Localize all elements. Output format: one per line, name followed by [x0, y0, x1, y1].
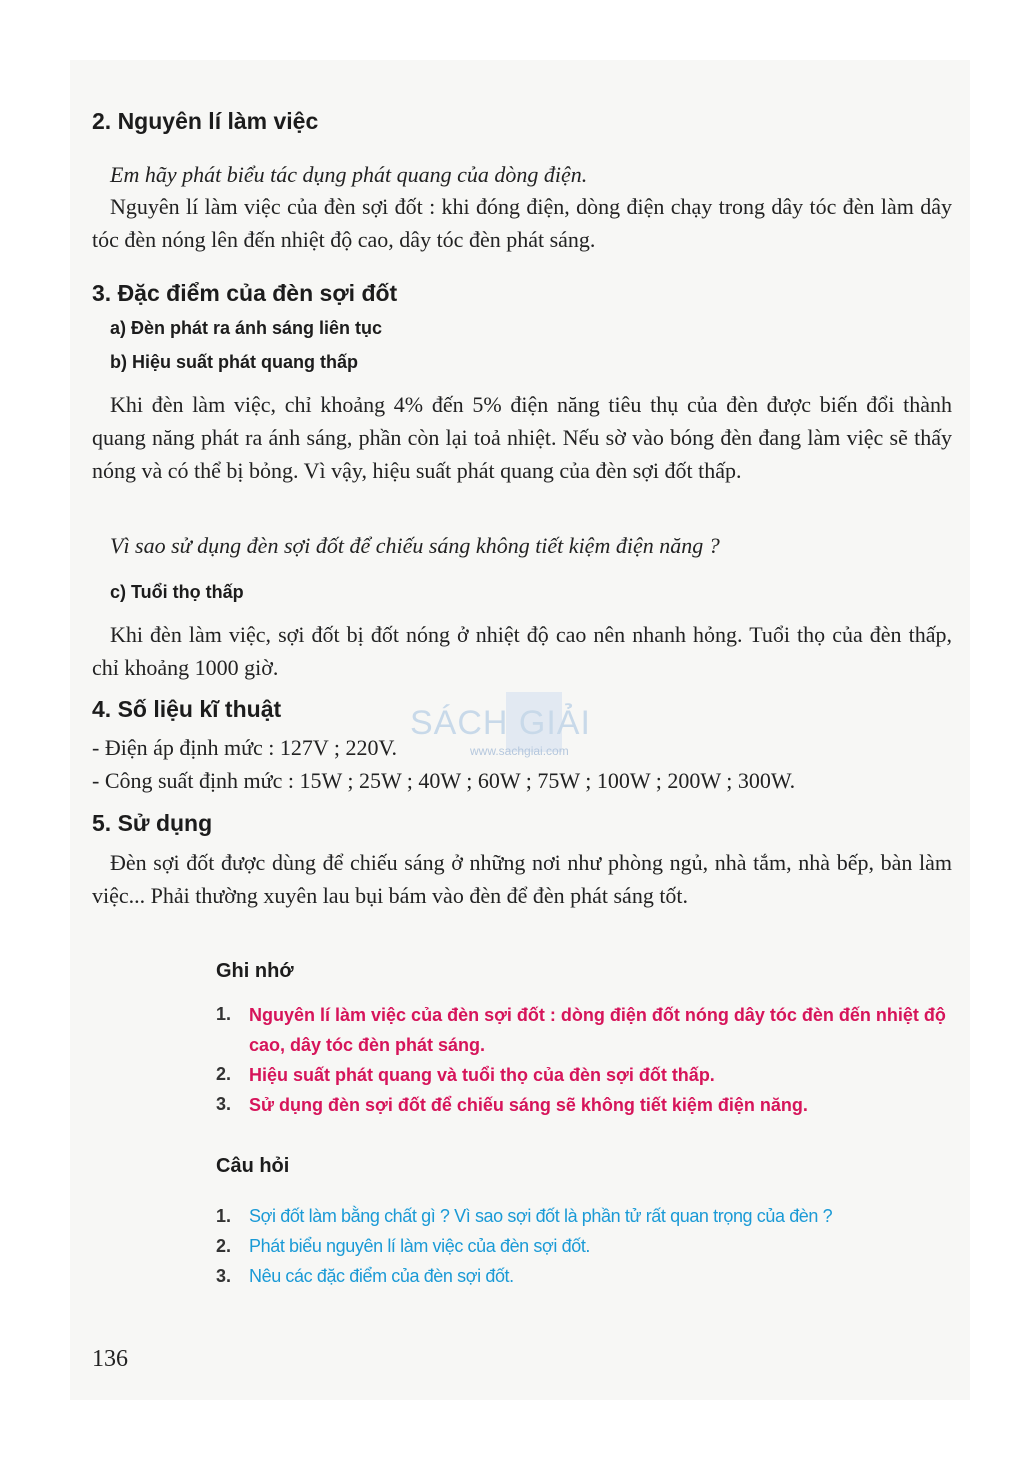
question-item: Sợi đốt làm bằng chất gì ? Vì sao sợi đốt là phần tử rất quan trọng của đèn ? [249, 1206, 833, 1226]
paragraph-low-efficiency: Khi đèn làm việc, chỉ khoảng 4% đến 5% điện năng tiêu thụ của đèn được biến đổi thành quang năng phát ra ánh sáng, phần còn lại toả nhiệt. Nếu sờ vào bóng đèn đang làm việc sẽ thấy nóng và có thể bị bỏng. Vì vậy, hiệu suất phát quang của đèn sợi đốt thấp. [92, 392, 952, 483]
remember-item: Nguyên lí làm việc của đèn sợi đốt : dòng điện đốt nóng dây tóc đèn đến nhiệt độ cao, dây tóc đèn phát sáng. [249, 1005, 946, 1055]
subheading-continuous-light: a) Đèn phát ra ánh sáng liên tục [110, 318, 383, 338]
spec-voltage: - Điện áp định mức : 127V ; 220V. [92, 735, 398, 760]
spec-power: - Công suất định mức : 15W ; 25W ; 40W ; 60W ; 75W ; 100W ; 200W ; 300W. [92, 768, 796, 793]
paragraph-lifespan: Khi đèn làm việc, sợi đốt bị đốt nóng ở nhiệt độ cao nên nhanh hỏng. Tuổi thọ của đèn thấp, chỉ khoảng 1000 giờ. [92, 622, 952, 680]
question-principle: Em hãy phát biểu tác dụng phát quang của dòng điện. [110, 162, 588, 187]
remember-item: Hiệu suất phát quang và tuổi thọ của đèn sợi đốt thấp. [249, 1065, 715, 1085]
watermark-text: SÁCH GIẢI [410, 704, 591, 742]
watermark-logo [410, 692, 640, 762]
section-heading-usage: 5. Sử dụng [92, 810, 213, 836]
section-heading-features: 3. Đặc điểm của đèn sợi đốt [92, 280, 398, 306]
remember-number: 3. [216, 1094, 232, 1114]
section-heading-specs: 4. Số liệu kĩ thuật [92, 696, 282, 722]
remember-title: Ghi nhớ [216, 960, 294, 982]
remember-number: 1. [216, 1004, 232, 1024]
paragraph-usage: Đèn sợi đốt được dùng để chiếu sáng ở những nơi như phòng ngủ, nhà tắm, nhà bếp, bàn làm việc... Phải thường xuyên lau bụi bám vào đèn để đèn phát sáng tốt. [92, 850, 952, 908]
question-number: 1. [216, 1206, 232, 1226]
paragraph-principle: Nguyên lí làm việc của đèn sợi đốt : khi đóng điện, dòng điện chạy trong dây tóc đèn làm dây tóc đèn nóng lên đến nhiệt độ cao, dây tóc đèn phát sáng. [92, 194, 952, 252]
question-item: Nêu các đặc điểm của đèn sợi đốt. [249, 1266, 514, 1286]
watermark-url: www.sachgiai.com [470, 744, 569, 758]
subheading-short-lifespan: c) Tuổi thọ thấp [110, 582, 244, 602]
question-number: 2. [216, 1236, 232, 1256]
questions-title: Câu hỏi [216, 1155, 290, 1177]
remember-number: 2. [216, 1064, 232, 1084]
question-item: Phát biểu nguyên lí làm việc của đèn sợi đốt. [249, 1236, 591, 1256]
remember-item: Sử dụng đèn sợi đốt để chiếu sáng sẽ không tiết kiệm điện năng. [249, 1095, 808, 1115]
question-energy-saving: Vì sao sử dụng đèn sợi đốt để chiếu sáng không tiết kiệm điện năng ? [110, 533, 720, 558]
question-number: 3. [216, 1266, 232, 1286]
page-number: 136 [92, 1346, 128, 1372]
section-heading-principle: 2. Nguyên lí làm việc [92, 108, 319, 134]
subheading-low-efficiency: b) Hiệu suất phát quang thấp [110, 352, 358, 372]
